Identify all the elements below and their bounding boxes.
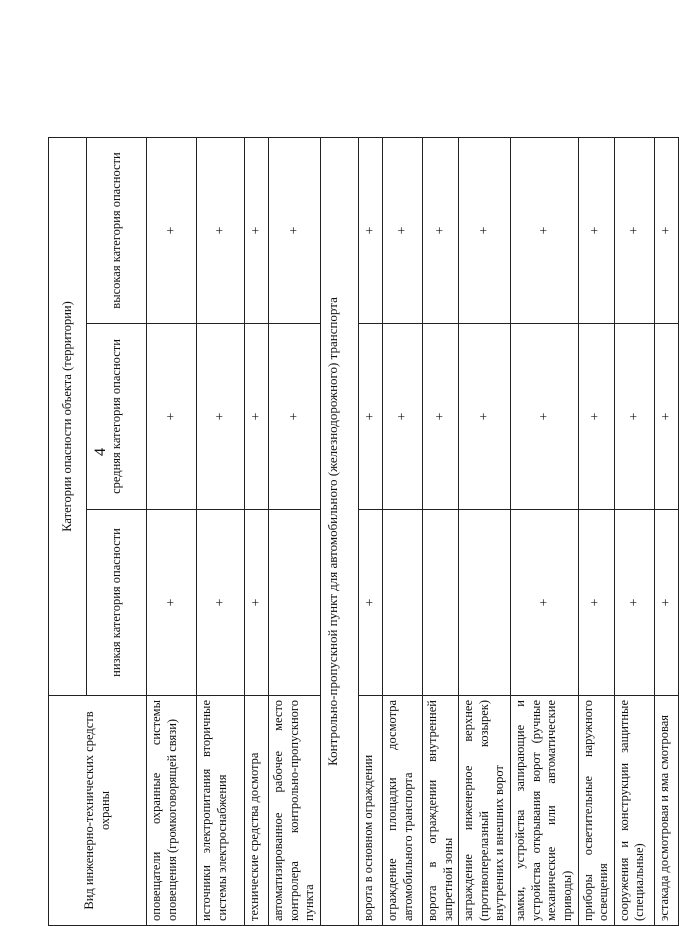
feature-name-cell: приборы осветительные наружного освещения <box>578 696 614 926</box>
category-high-cell: + <box>459 137 511 323</box>
table-row <box>197 137 245 925</box>
feature-name-cell: заграждение инженерное верхнее (противоперелазный козырек) внутренних и внешних ворот <box>459 696 511 926</box>
category-high-cell: + <box>147 137 197 323</box>
category-medium-cell: + <box>422 324 458 510</box>
table-row <box>614 137 654 925</box>
category-medium-cell: + <box>269 324 321 510</box>
rotated-table-sheet <box>48 138 674 926</box>
category-medium-cell: + <box>382 324 422 510</box>
category-medium-cell: + <box>358 324 382 510</box>
category-high-cell: + <box>654 137 678 323</box>
feature-name-cell: эстакада досмотровая и яма смотровая <box>654 696 678 926</box>
table-row <box>358 137 382 925</box>
category-high-cell: + <box>578 137 614 323</box>
table-row <box>511 137 579 925</box>
category-medium-cell: + <box>654 324 678 510</box>
table-row <box>578 137 614 925</box>
category-high-cell: + <box>422 137 458 323</box>
feature-name-cell: ворота в основном ограждении <box>358 696 382 926</box>
category-high-cell: + <box>197 137 245 323</box>
header-feature: Вид инженерно-технических средств охраны <box>49 696 147 926</box>
feature-name-cell: ворота в ограждении внутренней запретной зоны <box>422 696 458 926</box>
header-high: высокая категория опасности <box>87 137 147 323</box>
category-low-cell: + <box>654 510 678 696</box>
category-high-cell: + <box>245 137 269 323</box>
feature-name-cell: замки, устройства запирающие и устройства открывания ворот (ручные механические или автоматические приводы) <box>511 696 579 926</box>
category-low-cell: + <box>614 510 654 696</box>
table-row <box>422 137 458 925</box>
category-high-cell: + <box>511 137 579 323</box>
page-number: 4 <box>92 448 109 456</box>
feature-name-cell: сооружения и конструкции защитные (специальные) <box>614 696 654 926</box>
category-high-cell: + <box>382 137 422 323</box>
feature-name-cell: источники электропитания вторичные системы электроснабжения <box>197 696 245 926</box>
category-low-cell: + <box>578 510 614 696</box>
feature-name-cell: ограждение площадки досмотра автомобильного транспорта <box>382 696 422 926</box>
table-row <box>269 137 321 925</box>
category-high-cell: + <box>358 137 382 323</box>
category-low-cell: + <box>147 510 197 696</box>
table-body-group1 <box>147 137 321 925</box>
header-low: низкая категория опасности <box>87 510 147 696</box>
category-medium-cell: + <box>578 324 614 510</box>
category-low-cell <box>382 510 422 696</box>
table-row <box>147 137 197 925</box>
section-title: Контрольно-пропускной пункт для автомобильного (железнодорожного) транспорта <box>320 137 358 925</box>
security-means-table <box>48 137 679 926</box>
category-low-cell: + <box>245 510 269 696</box>
feature-name-cell: автоматизированное рабочее место контролера контрольно-пропускного пункта <box>269 696 321 926</box>
table-row <box>654 137 678 925</box>
category-medium-cell: + <box>245 324 269 510</box>
category-low-cell: + <box>358 510 382 696</box>
table-row <box>459 137 511 925</box>
category-medium-cell: + <box>459 324 511 510</box>
feature-name-cell: оповещатели охранные системы оповещения (громкоговорящей связи) <box>147 696 197 926</box>
category-low-cell <box>459 510 511 696</box>
category-low-cell <box>269 510 321 696</box>
category-low-cell <box>422 510 458 696</box>
category-low-cell: + <box>511 510 579 696</box>
category-medium-cell: + <box>147 324 197 510</box>
category-medium-cell: + <box>614 324 654 510</box>
category-medium-cell: + <box>197 324 245 510</box>
category-high-cell: + <box>614 137 654 323</box>
feature-name-cell: технические средства досмотра <box>245 696 269 926</box>
table-body-group2 <box>358 137 678 925</box>
header-medium: средняя категория опасности <box>87 324 147 510</box>
header-categories: Категории опасности объекта (территории) <box>49 137 87 695</box>
category-medium-cell: + <box>511 324 579 510</box>
table-row <box>245 137 269 925</box>
category-high-cell: + <box>269 137 321 323</box>
table-row <box>382 137 422 925</box>
category-low-cell: + <box>197 510 245 696</box>
